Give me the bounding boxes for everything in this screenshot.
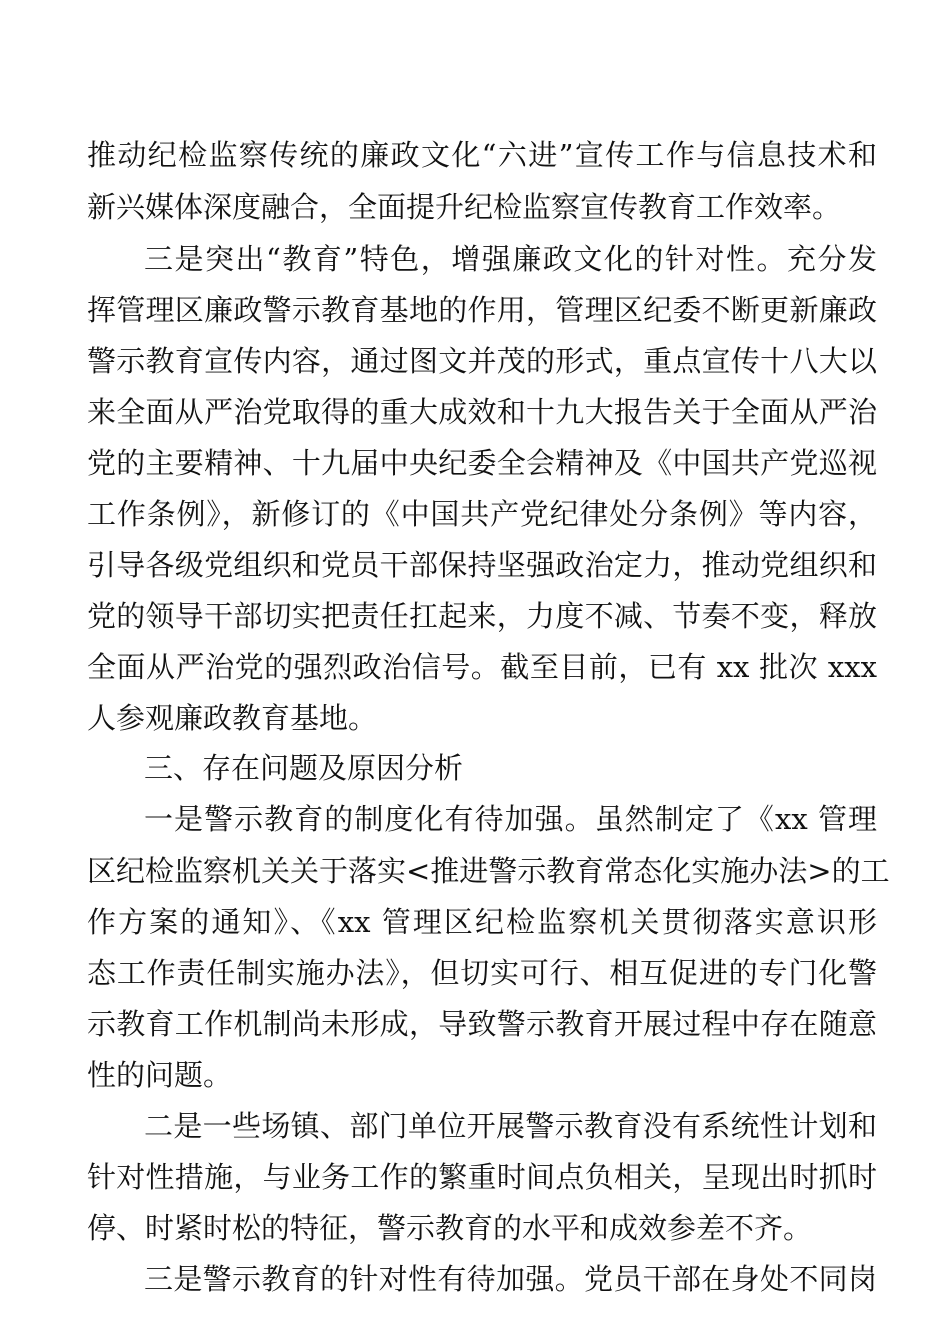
body-text-line: 示教育工作机制尚未形成，导致警示教育开展过程中存在随意 [87,1007,877,1041]
body-text-line: 性的问题。 [87,1058,233,1092]
body-text-line: 警示教育宣传内容，通过图文并茂的形式，重点宣传十八大以 [87,344,877,378]
body-text-line: 区纪检监察机关关于落实<推进警示教育常态化实施办法>的工 [87,854,890,888]
body-text-line: 二是一些场镇、部门单位开展警示教育没有系统性计划和 [144,1109,877,1143]
body-text-line: 全面从严治党的强烈政治信号。截至目前，已有 xx 批次 xxx [87,650,877,684]
body-text-line: 引导各级党组织和党员干部保持坚强政治定力，推动党组织和 [87,548,877,582]
body-text-line: 推动纪检监察传统的廉政文化“六进”宣传工作与信息技术和 [87,138,877,172]
body-text-line: 三是警示教育的针对性有待加强。党员干部在身处不同岗 [144,1262,877,1296]
section-heading: 三、存在问题及原因分析 [144,751,464,785]
body-text-line: 三是突出“教育”特色，增强廉政文化的针对性。充分发 [144,242,877,276]
body-text-line: 作方案的通知》、《xx 管理区纪检监察机关贯彻落实意识形 [87,905,877,939]
body-text-line: 态工作责任制实施办法》，但切实可行、相互促进的专门化警 [87,956,877,990]
body-text-line: 一是警示教育的制度化有待加强。虽然制定了《xx 管理 [144,802,877,836]
body-text-line: 来全面从严治党取得的重大成效和十九大报告关于全面从严治 [87,395,877,429]
body-text-line: 新兴媒体深度融合，全面提升纪检监察宣传教育工作效率。 [87,190,842,224]
body-text-line: 党的领导干部切实把责任扛起来，力度不减、节奏不变，释放 [87,599,877,633]
body-text-line: 挥管理区廉政警示教育基地的作用，管理区纪委不断更新廉政 [87,293,877,327]
body-text-line: 人参观廉政教育基地。 [87,701,378,735]
body-text-line: 停、时紧时松的特征，警示教育的水平和成效参差不齐。 [87,1211,813,1245]
body-text-line: 针对性措施，与业务工作的繁重时间点负相关，呈现出时抓时 [87,1160,877,1194]
body-text-line: 党的主要精神、十九届中央纪委全会精神及《中国共产党巡视 [87,446,877,480]
body-text-line: 工作条例》，新修订的《中国共产党纪律处分条例》等内容， [87,497,877,531]
